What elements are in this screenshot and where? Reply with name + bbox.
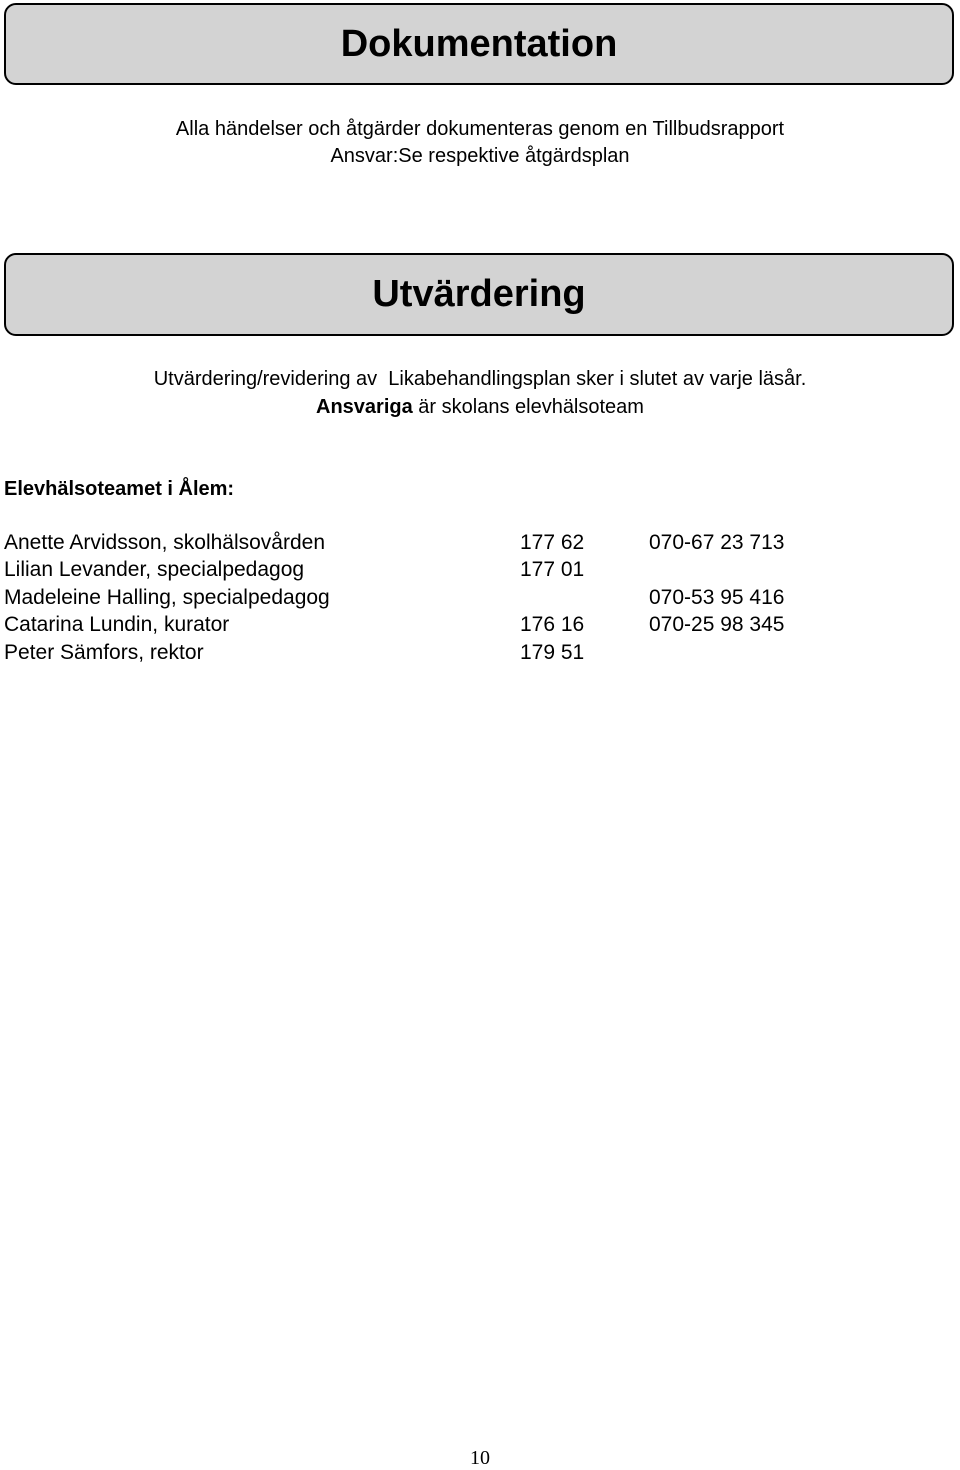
dokumentation-title: Dokumentation [340, 22, 618, 65]
utvardering-banner [4, 253, 954, 336]
member-mobile: 070-67 23 713 [649, 531, 785, 554]
member-name: Catarina Lundin, kurator [4, 613, 230, 636]
team-member-row [0, 584, 960, 611]
member-extension: 177 01 [520, 558, 585, 581]
page-number: 10 [470, 1447, 490, 1469]
team-member-row [0, 611, 960, 638]
member-mobile: 070-25 98 345 [649, 613, 785, 636]
member-name: Peter Sämfors, rektor [4, 641, 204, 664]
member-name: Lilian Levander, specialpedagog [4, 558, 305, 581]
ansvariga-text: är skolans elevhälsoteam [412, 396, 644, 418]
dokumentation-text-line-2: Ansvar:Se respektive åtgärdsplan [330, 145, 630, 167]
dokumentation-banner [4, 3, 954, 85]
member-name: Madeleine Halling, specialpedagog [4, 586, 330, 609]
member-mobile: 070-53 95 416 [649, 586, 785, 609]
member-extension: 177 62 [520, 531, 585, 554]
ansvariga-label: Ansvariga [316, 396, 413, 418]
member-extension: 179 51 [520, 641, 585, 664]
team-member-row [0, 639, 960, 666]
team-member-row [0, 529, 960, 556]
member-name: Anette Arvidsson, skolhälsovården [4, 531, 326, 554]
utvardering-title: Utvärdering [372, 273, 586, 315]
team-heading: Elevhälsoteamet i Ålem: [4, 478, 235, 500]
member-extension: 176 16 [520, 613, 585, 636]
utvardering-text-line-1: Utvärdering/revidering av Likabehandlingsplan sker i slutet av varje läsår. [153, 368, 807, 390]
dokumentation-text-line-1: Alla händelser och åtgärder dokumenteras genom en Tillbudsrapport [175, 118, 785, 140]
team-member-row [0, 556, 960, 583]
utvardering-text-line-2 [0, 395, 960, 419]
